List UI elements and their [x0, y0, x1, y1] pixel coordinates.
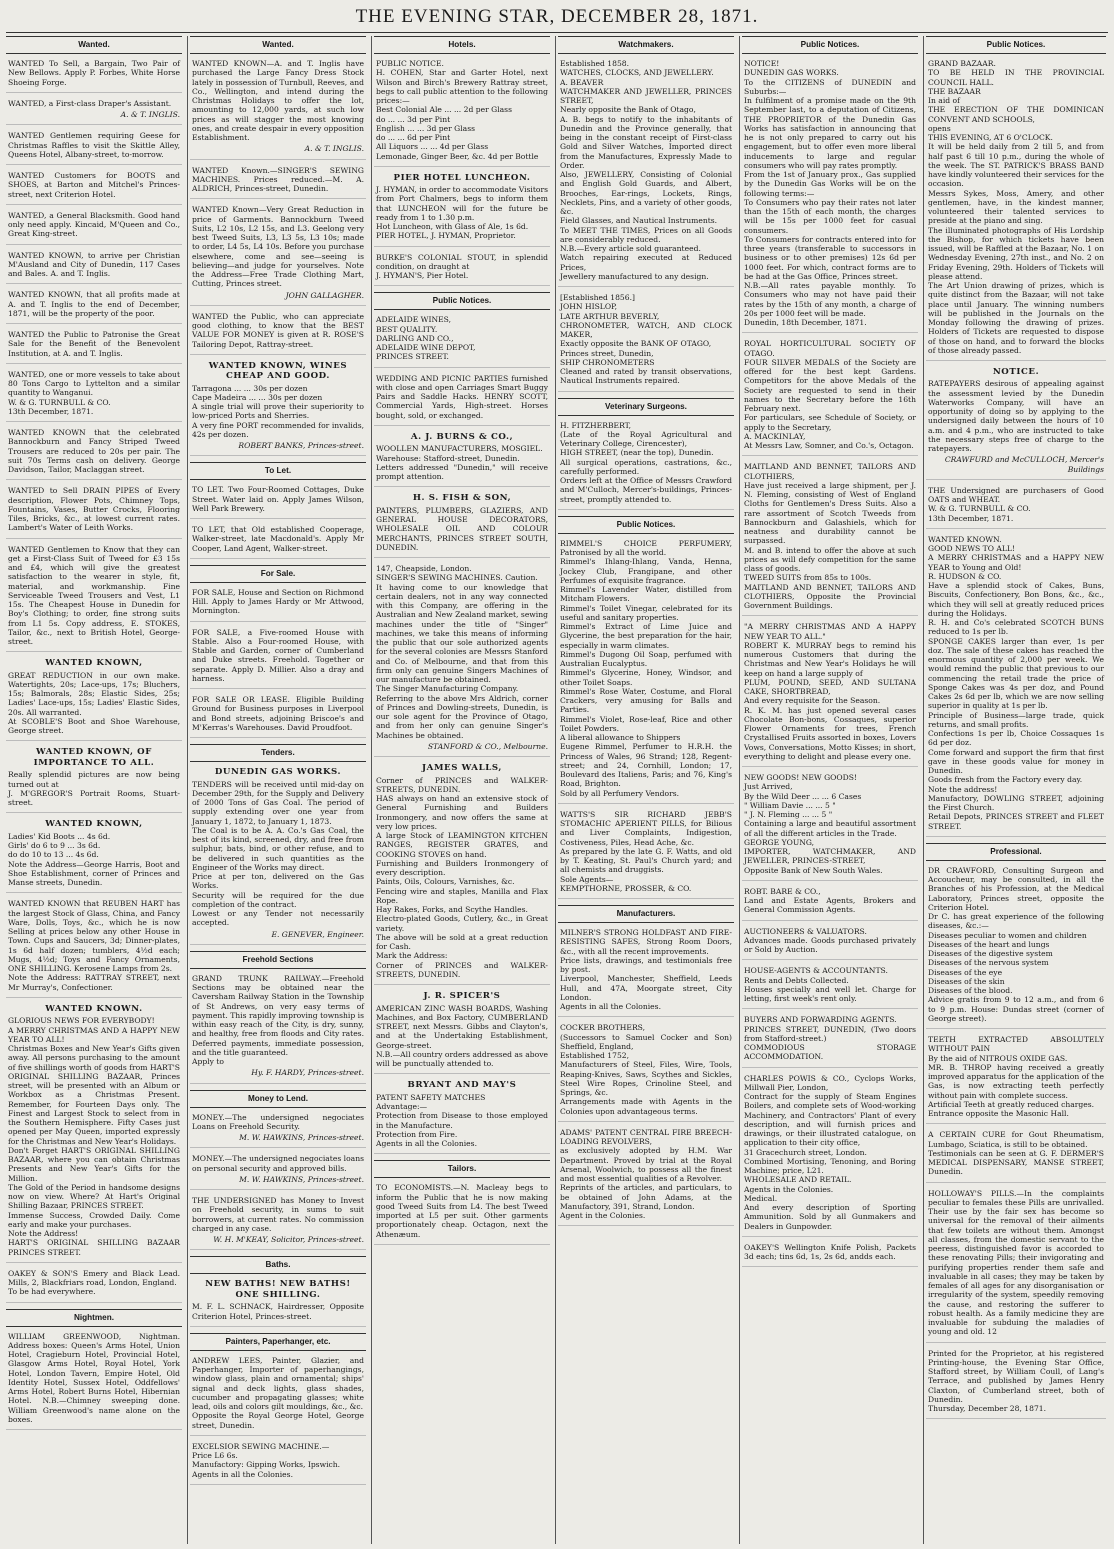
- advertisement: [6, 171, 182, 205]
- ad-text: 147, Cheapside, London. SINGER'S SEWING MACHINES. Caution. It having come to our knowledge that certain dealers, not in any way connected with this Company, are offering in the Australian and New Zealand market, sewing machines under the title of "Singer" machines, we take this means of informing the public that our sole authorized agents for the several colonies are Messrs Stanford and Co. of Melbourne, and that from this firm only can genuine Singers Machines of our manufacture be obtained. The Singer Manufacturing Company. Referring to the above Mrs Aldrich, corner of Princes and Dowling-streets, Dunedin, is our sole agent for the Province of Otago, and from her only can genuine Singer's Machines be obtained.: [376, 564, 548, 740]
- column-divider: [371, 36, 372, 1544]
- advertisement: [926, 535, 1106, 837]
- advertisement: [374, 253, 550, 287]
- ad-signature: JOHN GALLAGHER.: [285, 290, 364, 300]
- advertisement: [558, 539, 734, 804]
- ad-signature: ROBERT BANKS, Princes-street.: [238, 441, 364, 451]
- ad-text: GLORIOUS NEWS FOR EVERYBODY! A MERRY CHRISTMAS AND A HAPPY NEW YEAR TO ALL! Christmas Boxes and New Year's Gifts given away. All persons purchasing to the amount of five shillings worth of goods from HART'S ORIGINAL SHILLING BAZAAR, Princes street, will be presented with an Album or Workbox as a Christmas Present. Remember, for Fourteen Days only. The Finest and Largest Stock to select from in the Southern Hemisphere. Fifty Cases just opened per May Queen, imported expressly for the Christmas and New Year's Holidays. Don't Forget HART'S ORIGINAL SHILLING BAZAAR, where you can obtain Christmas Presents and New Year's Gifts for the Million. The Gold of the Period in handsome designs now on view. Where? At Hart's Original Shilling Bazaar, PRINCES STREET. Immense Success, Crowded Daily. Come early and make your purchases. Note the Address! HART'S ORIGINAL SHILLING BAZAAR PRINCES STREET.: [8, 1016, 180, 1257]
- advertisement: [374, 59, 550, 167]
- ad-text: AUCTIONEERS & VALUATORS. Advances made. Goods purchased privately or Sold by Auction.: [744, 926, 916, 954]
- ad-text: MONEY.—The undersigned negociates Loans on Freehold Security.: [192, 1112, 364, 1131]
- advertisement: [190, 205, 366, 306]
- ad-text: WANTED Gentlemen requiring Geese for Christmas Raffles to visit the Skittle Alley, Queens Hotel, Albany-street, to-morrow.: [8, 131, 180, 159]
- advertisement: [374, 432, 550, 487]
- ad-heading: J. R. SPICER'S: [423, 991, 501, 1002]
- advertisement: [926, 1349, 1106, 1420]
- column-6: [926, 36, 1106, 1544]
- ad-text: WATTS'S SIR RICHARD JEBB'S STOMACHIC APERIENT PILLS, for Bilious and Liver Complaints, Indigestion, Costiveness, Piles, Head Ache, &c. As prepared by the late G. F. Watts, and old by T. Keating, St. Paul's Church yard; and all chemists and druggists. Sole Agents— KEMPTHORNE, PROSSER, & CO.: [560, 809, 732, 893]
- advertisement: [190, 485, 366, 519]
- ad-text: Ladies' Kid Boots ... 4s 6d. Girls' do 6 to 9 ... 3s 6d. do do 10 to 13 ... 4s 6d. Note the Address—George Harris, Boot and Shoe Establishment, corner of Princes and Manse streets, Dunedin.: [8, 831, 180, 888]
- section-header: Freehold Sections: [190, 951, 366, 969]
- ad-text: WANTED KNOWN. GOOD NEWS TO ALL! A MERRY CHRISTMAS and a HAPPY NEW YEAR to Young and Old! R. HUDSON & CO. Have a splendid stock of Cakes, Buns, Biscuits, Confectionery, Bon Bons, &c., &c., which they will sell at greatly reduced prices during the Holidays. R. H. and Co's celebrated SCOTCH BUNS reduced to 1s per lb. SPONGE CAKES larger than ever, 1s per doz. The sale of these cakes has reached the enormous quantity of 2,000 per week. We would remind the public that previous to our commencing the retail trade the price of Sponge Cakes was 4s per doz, and Pound Cakes 2s 6d per lb, which we are now selling superior in quality at 1s per lb. Principle of Business—large trade, quick returns, and small profits. Confections 1s per lb, Choice Cossaques 1s 6d per doz. Come forward and support the firm that first gave in these goods value for money in Dunedin. Goods fresh from the Factory every day. Note the address! Manufactory, DOWLING STREET, adjoining the First Church. Retail Depots, PRINCES STREET and FLEET STREET.: [928, 534, 1104, 831]
- ad-text: WANTED to Sell DRAIN PIPES of Every description, Flower Pots, Chimney Tops, Fountains, Vases, Butter Crocks, Flooring Tiles, Bricks, &c., at lowest current rates. Lambert's Water of Leith Works.: [8, 486, 180, 533]
- ad-text: AMERICAN ZINC WASH BOARDS, Washing Machines, and Box Factory, CUMBERLAND STREET, next Messrs. Gibbs and Clayton's, and at the Undertaking Establishment, George-street. N.B.—All country orders addressed as above will be punctually attended to.: [376, 1003, 548, 1069]
- column-divider: [187, 36, 188, 1544]
- ad-text: WANTED the Public, who can appreciate good clothing, to know that the BEST VALUE FOR MONEY is given at R. ROSE'S Tailoring Depot, Rattray-street.: [192, 311, 364, 349]
- section-header: Public Notices.: [374, 292, 550, 310]
- column-2: [190, 36, 366, 1544]
- advertisement: [190, 1356, 366, 1436]
- column-3: [374, 36, 550, 1544]
- advertisement: [6, 1332, 182, 1431]
- advertisement: [742, 887, 918, 921]
- section-header: Tenders.: [190, 744, 366, 762]
- advertisement: [190, 767, 366, 945]
- ad-text: WILLIAM GREENWOOD, Nightman. Address boxes: Queen's Arms Hotel, Union Hotel, Cragieburn Hotel, Provincial Hotel, Glasgow Arms Hotel, Royal Hotel, York Hotel, London Tavern, Empire Hotel, Old Identity Hotel, Sussex Hotel, Oddfellows' Arms Hotel, Robert Burns Hotel, Hibernian Hotel. N.B.—Chimney sweeping done. William Greenwood's name alone on the boxes.: [8, 1331, 180, 1424]
- ad-text: GREAT REDUCTION in our own make. Watertights, 20s; Lace-ups, 17s; Bluchers, 15s; Balmorals, 28s; Elastic Sides, 25s; Ladies' Lace-ups, 15s; Ladies' Elastic Sides, 20s. All warranted. At SCOBLE'S Boot and Shoe Warehouse, George street.: [8, 670, 180, 736]
- ad-text: WANTED Gentlemen to Know that they can get a First-Class Suit of Tweed for £3 15s and £4, which will give the greatest satisfaction to the wearer in style, fit, material, and workmanship. Fine Serviceable Tweed Trousers and Vest, L1 15s. The Cheapest House in Dunedin for Boy's Clothing; to order, fine strong suits from L1 5s. Copy address, E. STOKES, Tailor, &c., next to British Hotel, George-street.: [8, 544, 180, 646]
- ad-text: EXCELSIOR SEWING MACHINE.— Price L6 6s. Manufactory: Gipping Works, Ipswich. Agents in all the Colonies.: [192, 1441, 341, 1479]
- ad-text: WANTED, a General Blacksmith. Good hand only need apply. Kincaid, M'Queen and Co., Great King-street.: [8, 210, 180, 239]
- advertisement: [926, 59, 1106, 361]
- ad-heading: WANTED KNOWN,: [45, 819, 143, 830]
- advertisement: [6, 1004, 182, 1263]
- ad-signature: Hy. F. HARDY, Princes-street.: [251, 1068, 364, 1078]
- advertisement: [558, 810, 734, 899]
- ad-text: MONEY.—The undersigned negociates loans on personal security and approved bills.: [192, 1154, 364, 1173]
- ad-text: NEW GOODS! NEW GOODS! Just Arrived, By the Wild Deer ... ... 6 Cases " William Davie ... ... 5 " " J. N. Fleming ... ... 5 " Containing a large and beautiful assortment of all the different articles in the Trade. GEORGE YOUNG, IMPORTER, WATCHMAKER, AND JEWELLER, PRINCES-STREET, Opposite Bank of New South Wales.: [744, 773, 916, 875]
- advertisement: [558, 293, 734, 392]
- section-header: Professional.: [926, 843, 1106, 861]
- advertisement: [6, 370, 182, 422]
- advertisement: [374, 1080, 550, 1154]
- advertisement: [6, 658, 182, 741]
- ad-text: TO ECONOMISTS.—N. Macleay begs to inform the Public that he is now making good Tweed Suits from L4. The best Tweed imported at L5 per suit. Other garments proportionately cheap. Octagon, next the Athenæum.: [376, 1183, 548, 1239]
- advertisement: [190, 1196, 366, 1250]
- ad-text: GRAND TRUNK RAILWAY.—Freehold Sections may be obtained near the Caversham Railway Station in the Township of St Andrews, on very easy terms of payment. This rapidly improving township is within easy reach of the City, is dry, sunny, and healthy, free from floods and City rates. Deferred payments, immediate possession, and the title guaranteed. Apply to: [192, 973, 364, 1067]
- ad-signature: A. & T. INGLIS.: [120, 110, 180, 119]
- ad-text: NOTICE! DUNEDIN GAS WORKS. To the CITIZENS of DUNEDIN and Suburbs:— In fulfilment of a promise made on the 9th September last, to a deputation of Citizens, THE PROPRIETOR of the Dunedin Gas Works has satisfaction in announcing that he is not only prepared to carry out his engagement, but to offer even more liberal inducements to large and regular consumers who will pay rates promptly. From the 1st of January prox., Gas supplied by the Dunedin Gas Works will be on the following terms:— To Consumers who pay their rates not later than the 15th of each month, the charges will be 15s per 1000 feet for casual consumers. To Consumers for contracts entered into for three years (transferable to successors in business or to other premises) 12s 6d per 1000 feet. For which, contract forms are to be had at the Gas Office, Princes street. N.B.—All rates payable monthly. To Consumers who may not have paid their rates by the 15th of any month, a charge of 20s per 1000 feet will be made. Dunedin, 18th December, 1871.: [744, 59, 916, 327]
- advertisement: [558, 421, 734, 510]
- ad-signature: M. W. HAWKINS, Princes-street.: [239, 1174, 364, 1184]
- section-header: Painters, Paperhanger, etc.: [190, 1333, 366, 1351]
- ad-signature: CRAWFURD and McCULLOCH, Mercer's Buildings: [944, 455, 1104, 474]
- advertisement: [6, 59, 182, 93]
- advertisement: [742, 462, 918, 616]
- column-divider: [555, 36, 556, 1544]
- section-header: Public Notices.: [926, 36, 1106, 54]
- ad-text: DR CRAWFORD, Consulting Surgeon and Accoucheur, may be consulted, in all the Branches of his Profession, at the Medical Laboratory, Princes street, opposite the Criterion Hotel. Dr C. has great experience of the following diseases, &c.:— Diseases peculiar to women and children Diseases of the heart and lungs Diseases of the digestive system Diseases of the nervous system Diseases of the eye Diseases of the skin Diseases of the blood. Advice gratis from 9 to 12 a.m., and from 6 to 9 p.m. House: Dundas street (corner of George street).: [928, 865, 1104, 1023]
- ad-text: WANTED the Public to Patronise the Great Sale for the Benefit of the Benevolent Institution, at A. and T. Inglis.: [8, 330, 180, 358]
- advertisement: [6, 211, 182, 245]
- advertisement: [374, 315, 550, 367]
- column-5: [742, 36, 918, 1544]
- advertisement: [6, 545, 182, 653]
- ad-signature: A. & T. INGLIS.: [304, 144, 364, 154]
- ad-text: THE UNDERSIGNED has Money to Invest on Freehold security, in sums to suit borrowers, at current rates. No commission charged in any case.: [192, 1196, 364, 1233]
- ad-heading: WANTED KNOWN.: [45, 1003, 143, 1014]
- ad-text: [Established 1856.] JOHN HISLOP, LATE ARTHUR BEVERLY, CHRONOMETER, WATCH, AND CLOCK MAKER, Exactly opposite the BANK OF OTAGO, Princes street, Dunedin, SHIP CHRONOMETERS Cleaned and rated by transit observations, Nautical Instruments repaired.: [560, 293, 732, 386]
- advertisement: [926, 1035, 1106, 1124]
- section-header: Baths.: [190, 1256, 366, 1274]
- ad-text: WOOLLEN MANUFACTURERS, MOSGIEL. Warehouse: Stafford-street, Dunedin. Letters addressed "Dunedin," will receive prompt attention.: [376, 444, 548, 482]
- ad-text: WANTED, one or more vessels to take about 80 Tons Cargo to Lyttelton and a similar quantity to Wanganui. W. & G. TURNBULL & CO. 13th December, 1871.: [8, 369, 180, 416]
- ad-text: FOR SALE, House and Section on Richmond Hill. Apply to James Hardy or Mr Attwood, Mornington.: [192, 587, 364, 616]
- advertisement: [190, 1279, 366, 1326]
- section-header: Money to Lend.: [190, 1090, 366, 1108]
- advertisement: [190, 361, 366, 457]
- advertisement: [926, 486, 1106, 529]
- ad-text: HOLLOWAY'S PILLS.—In the complaints peculiar to females these Pills are unrivalled. Their use by the fair sex has become so universal for the removal of their ailments that few toilets are without them. Amongst all classes, from the domestic servant to the peeress, distinguished favor is accorded to these renovating Pills; their invigorating and purifying properties render them safe and invaluable in all cases; they may be taken by females of all ages for any disorganisation or irregularity of the system, speedily removing the cause, and restoring the sufferer to robust health. As a family medicine they are invaluable for subduing the maladies of young and old. 12: [928, 1188, 1104, 1337]
- ad-text: ROYAL HORTICULTURAL SOCIETY OF OTAGO. FOUR SILVER MEDALS of the Society are offered for the best kept Gardens. Competitors for the above Medals of the Society are requested to send in their names to the Secretary before the 16th February next. For particulars, see Schedule of Society, or apply to the Secretary, A. MACKINLAY, At Messrs Law, Somner, and Co.'s, Octagon.: [744, 339, 916, 450]
- advertisement: [190, 1154, 366, 1190]
- advertisement: [6, 899, 182, 998]
- column-4: [558, 36, 734, 1544]
- ad-text: TO LET, that Old established Cooperage, Walker-street, late Macdonald's. Apply Mr Cooper, Land Agent, Walker-street.: [192, 525, 364, 553]
- advertisement: [190, 588, 366, 622]
- ad-text: FOR SALE OR LEASE. Eligible Building Ground for Business purposes in Liverpool and Bond streets, adjoining Briscoe's and M'Kerras's Warehouses. David Proudfoot.: [192, 695, 364, 732]
- ad-text: TEETH EXTRACTED ABSOLUTELY WITHOUT PAIN By the aid of NITROUS OXIDE GAS. MR. B. THROP having received a greatly improved apparatus for the application of the Gas, is now extracting teeth perfectly without pain with complete success. Artificial Teeth at greatly reduced charges. Entrance opposite the Masonic Hall.: [928, 1035, 1104, 1119]
- column-1: [6, 36, 182, 1544]
- ad-text: WANTED Known—Very Great Reduction in price of Garments. Bannockburn Tweed Suits, L2 10s, L2 15s, and L3. Geelong very best Tweed Suits, L3, L3 5s, L3 10s; made to order, L4 5s, L4 10s. Before you purchase elsewhere, come and see—seeing is believing—and judge for yourselves. Note the Address—Free Trade Clothing Mart, Cutting, Princes street.: [192, 205, 364, 289]
- advertisement: [742, 59, 918, 333]
- advertisement: [6, 99, 182, 126]
- advertisement: [190, 525, 366, 559]
- advertisement: [374, 564, 550, 757]
- section-header: Public Notices.: [742, 36, 918, 54]
- section-header: To Let.: [190, 462, 366, 480]
- advertisement: [926, 367, 1106, 480]
- ad-text: Established 1858. WATCHES, CLOCKS, AND JEWELLERY. A. BEAVER WATCHMAKER AND JEWELLER, PRINCES STREET, Nearly opposite the Bank of Otago, A. B. begs to notify to the inhabitants of Dunedin and the Province generally, that being in the constant receipt of First-class Gold and Silver Watches, Imported direct from the Manufactures, Expressly Made to Order. Also, JEWELLERY, Consisting of Colonial and English Gold Guards, and Albert, Brooches, Ear-rings, Lockets, Rings, Necklets, Pins, and a variety of other goods, &c. Field Glasses, and Nautical Instruments. To MEET THE TIMES, Prices on all Goods are considerably reduced. N.B.—Every article sold guaranteed. Watch repairing executed at Reduced Prices, Jewellery manufactured to any design.: [560, 59, 732, 281]
- advertisement: [742, 1015, 918, 1067]
- ad-text: H. FITZHERBERT, (Late of the Royal Agricultural and Veterinary College, Cirencester), HIGH STREET, (near the top), Dunedin. All surgical operations, castrations, &c., carefully performed. Orders left at the Office of Messrs Crawford and M'Culloch, Mercer's-buildings, Princes-street, promptly attended to.: [560, 420, 732, 504]
- ad-text: TO LET. Two Four-Roomed Cottages, Duke Street. Water laid on. Apply James Wilson, Well Park Brewery.: [192, 485, 364, 513]
- advertisement: [374, 763, 550, 985]
- ad-text: OAKEY'S Wellington Knife Polish, Packets 3d each; tins 6d, 1s, 2s 6d, andds each.: [744, 1242, 916, 1261]
- masthead-rule: [6, 32, 1108, 33]
- ad-signature: M. W. HAWKINS, Princes-street.: [239, 1133, 364, 1143]
- ad-text: GRAND BAZAAR. TO BE HELD IN THE PROVINCIAL COUNCIL HALL. THE BAZAAR In aid of THE ERECTION OF THE DOMINICAN CONVENT AND SCHOOLS, opens THIS EVENING, AT 6 O'CLOCK. It will be held daily from 2 till 5, and from half past 6 till 10 p.m., during the whole of the week. The ST. PATRICK'S BRASS BAND have kindly volunteered their services for the occasion. Messrs Sykes, Moss, Amery, and other gentlemen, have, in the kindest manner, volunteered their talented services to preside at the piano and sing. The illuminated photographs of His Lordship the Bishop, for which tickets have been issued, will be Raffled at the Bazaar, No. 1 on Wednesday Evening, 27th inst., and No. 2 on Friday Evening, 29th. Holders of Tickets will please attend. The Art Union drawing of prizes, which is quite distinct from the Bazaar, will not take place until January. The winning numbers will be published in the Journals on the Monday following the drawing of prizes. Holders of Tickets are requested to dispose of those on hand, and to forward the blocks of those already passed.: [928, 59, 1104, 355]
- advertisement: [742, 339, 918, 456]
- advertisement: [374, 374, 550, 426]
- ad-heading: PIER HOTEL LUNCHEON.: [393, 172, 531, 183]
- ad-text: WANTED To Sell, a Bargain, Two Pair of New Bellows. Apply P. Forbes, White Horse Shoeing Forge.: [8, 59, 180, 87]
- ad-heading: WANTED KNOWN,: [45, 658, 143, 669]
- ad-text: A CERTAIN CURE for Gout Rheumatism, Lumbago, Sciatica, is still to be obtained. Testimonials can be seen at G. F. DERMER'S MEDICAL DISPENSARY, MANSE STREET, Dunedin.: [928, 1130, 1104, 1177]
- advertisement: [6, 131, 182, 165]
- section-header: Tailors.: [374, 1160, 550, 1178]
- ad-text: RIMMEL'S CHOICE PERFUMERY, Patronised by all the world. Rimmel's Ihlang-Ihlang, Vanda, Henna, Jockey Club, Frangipane, and other Perfumes of exquisite fragrance. Rimmel's Lavender Water, distilled from Mitcham Flowers. Rimmel's Toilet Vinegar, celebrated for its useful and sanitary properties. Rimmel's Extract of Lime Juice and Glycerine, the best preparation for the hair, especially in warm climates. Rimmel's Dugong Oil Soap, perfumed with Australian Eucalyptus. Rimmel's Glycerine, Honey, Windsor, and other Toilet Soaps. Rimmel's Rose Water, Costume, and Floral Crackers, very amusing for Balls and Parties. Rimmel's Violet, Rose-leaf, Rice and other Toilet Powders. A liberal allowance to Shippers Eugene Rimmel, Perfumer to H.R.H. the Princess of Wales, 96 Strand; 128, Regent-street; and 24, Cornhill, London; 17, Boulevard des Italiens, Paris; and 76, King's Road, Brighton. Sold by all Perfumery Vendors.: [560, 538, 732, 798]
- advertisement: [742, 927, 918, 961]
- advertisement: [926, 1130, 1106, 1182]
- section-header: Hotels.: [374, 36, 550, 54]
- advertisement: [558, 928, 734, 1017]
- advertisement: [374, 493, 550, 558]
- advertisement: [558, 1023, 734, 1122]
- advertisement: [6, 330, 182, 364]
- ad-text: WANTED, a First-class Draper's Assistant.: [8, 98, 172, 108]
- ad-text: BUYERS AND FORWARDING AGENTS. PRINCES STREET, DUNEDIN, (Two doors from Stafford-street.) COMMODIOUS STORAGE ACCOMMODATION.: [744, 1015, 916, 1062]
- advertisement: [190, 1113, 366, 1149]
- ad-text: WANTED KNOWN—A. and T. Inglis have purchased the Large Fancy Dress Stock lately in possession of Turnbull, Reeves, and Co., Wellington, and intend during the Christmas Holidays to offer the lot, amounting to 12,000 yards, at such low prices as will stagger the most knowing ones, and create despair in every opposition Establishment.: [192, 59, 364, 142]
- ad-heading: WANTED KNOWN, WINES CHEAP AND GOOD.: [208, 360, 348, 382]
- ad-text: THE Undersigned are purchasers of Good OATS and WHEAT. W. & G. TURNBULL & CO. 13th December, 1871.: [928, 485, 1104, 523]
- ad-text: CHARLES POWIS & CO., Cyclops Works, Millwall Pier, London, Contract for the supply of Steam Engines Boilers, and complete sets of Wood-working Machinery, and Contractors' Plant of every description, and will furnish prices and drawings, or their illustrated catalogue, on application to their city office, 31 Gracechurch street, London. Combined Mortising, Tenoning, and Boring Machine; price, L21. WHOLESALE AND RETAIL. Agents in the Colonies. Medical. And every description of Sporting Ammunition. Sold by all Gunmakers and Dealers in Gunpowder.: [744, 1073, 916, 1231]
- section-header: Manufacturers.: [558, 905, 734, 923]
- advertisement: [6, 486, 182, 538]
- advertisement: [926, 866, 1106, 1029]
- section-header: Watchmakers.: [558, 36, 734, 54]
- ad-text: PUBLIC NOTICE. H. COHEN, Star and Garter Hotel, next Wilson and Birch's Brewery Rattray street, begs to call public attention to the following prices:— Best Colonial Ale ... ... 2d per Glass do ... ... 3d per Pint English ... ... 3d per Glass do ... ... 6d per Pint All Liquors ... ... 4d per Glass Lemonade, Ginger Beer, &c. 4d per Bottle: [376, 59, 548, 161]
- advertisement: [6, 290, 182, 324]
- section-header: Wanted.: [6, 36, 182, 54]
- advertisement: [374, 991, 550, 1074]
- ad-text: COCKER BROTHERS, (Successors to Samuel Cocker and Son) Sheffield, England, Established 1752, Manufacturers of Steel, Files, Wire, Tools, Reaping-Knives, Saws, Scythes and Sickles, Steel Wire Ropes, Crinoline Steel, and Springs, &c. Arrangements made with Agents in the Colonies upon advantageous terms.: [560, 1023, 732, 1116]
- advertisement: [374, 173, 550, 247]
- advertisement: [742, 1243, 918, 1268]
- ad-signature: STANFORD & CO., Melbourne.: [427, 741, 548, 751]
- advertisement: [6, 428, 182, 480]
- ad-text: FOR SALE, a Five-roomed House with Stable. Also a Four-roomed House, with Stable and Garden, corner of Cumberland and Duke streets. Freehold. Together or separate. Apply D. Millier. Also a dray and harness.: [192, 627, 364, 683]
- ad-text: WEDDING AND PICNIC PARTIES furnished with close and open Carriages Smart Buggy Pairs and Saddle Hacks. HENRY SCOTT, Commercial Yards, High-street. Horses bought, sold, or exchanged.: [376, 373, 548, 420]
- advertisement: [742, 622, 918, 767]
- ad-text: Corner of PRINCES and WALKER-STREETS, DUNEDIN. HAS always on hand an extensive stock of General Furnishing and Builders Ironmongery, and now offers the same at very low prices. A large Stock of LEAMINGTON KITCHEN RANGES, REGISTER GRATES, and COOKING STOVES on hand. Furnishing and Builders Ironmongery of every description. Paints, Oils, Colours, Varnishes, &c. Fencing wire and staples, Manilla and Flax Rope. Hay Rakes, Forks, and Scythe Handles. Electro-plated Goods, Cutlery, &c., in Great variety. The above will be sold at a great reduction for Cash. Mark the Address: Corner of PRINCES and WALKER-STREETS, DUNEDIN.: [376, 775, 548, 979]
- ad-text: PATENT SAFETY MATCHES Advantage:— Protection from Disease to those employed in the Manufacture. Protection from Fire. Agents in all the Colonies.: [376, 1092, 548, 1149]
- ad-text: ROBT. BARE & CO., Land and Estate Agents, Brokers and General Commission Agents.: [744, 886, 916, 915]
- ad-text: J. HYMAN, in order to accommodate Visitors from Port Chalmers, begs to inform them that LUNCHEON will for the future be ready from 1 to 1.30 p.m. Hot Luncheon, with Glass of Ale, 1s 6d. PIER HOTEL, J. HYMAN, Proprietor.: [376, 185, 548, 241]
- advertisement: [742, 1074, 918, 1237]
- section-header: Veterinary Surgeons.: [558, 398, 734, 416]
- ad-text: BURKE'S COLONIAL STOUT, in splendid condition, on draught at J. HYMAN'S, Pier Hotel.: [376, 252, 548, 281]
- advertisement: [6, 819, 182, 893]
- ad-text: Tarragona ... ... 30s per dozen Cape Madeira ... ... 30s per dozen A single trial will prove their superiority to low-priced Ports and Sherries. A very fine PORT recommended for invalids, 42s per dozen.: [192, 383, 364, 439]
- advertisement: [742, 773, 918, 881]
- ad-signature: E. GENEVER, Engineer.: [271, 929, 364, 939]
- ad-text: MAITLAND AND BENNET, TAILORS AND CLOTHIERS, Have just received a large shipment, per J. N. Fleming, consisting of West of England Cloths for Gentlemen's Dress Suits. Also a rare assortment of Scotch Tweeds from Bannockburn and Galashiels, which for neatness and durability cannot be surpassed. M. and B. intend to offer the above at such prices as will defy competition for the same class of goods. TWEED SUITS from 85s to 100s. MAITLAND AND BENNET, TAILORS AND CLOTHIERS, Opposite the Provincial Government Buildings.: [744, 462, 916, 610]
- ad-text: ADAMS' PATENT CENTRAL FIRE BREECH-LOADING REVOLVERS, as exclusively adopted by H.M. War Department. Proved by trial at the Royal Arsenal, Woolwich, to possess all the finest and most essential qualities of a Revolver. Reprints of the articles, and particulars, to be obtained of John Adams, at the Manufactory, 391, Strand, London. Agent in the Colonies.: [560, 1127, 732, 1220]
- ad-text: WANTED Known.—SINGER'S SEWING MACHINES. Prices reduced.—M. A. ALDRICH, Princes-street, Dunedin.: [192, 165, 364, 193]
- advertisement: [6, 747, 182, 813]
- ad-text: "A MERRY CHRISTMAS AND A HAPPY NEW YEAR TO ALL." ROBERT K. MURRAY begs to remind his numerous Customers that during the Christmas and New Year's Holidays he will keep on hand a large supply of PLUM, POUND, SEED, AND SULTANA CAKE, SHORTBREAD, And every requisite for the Season. R. K. M. has just opened several cases Chocolate Bon-bons, Cossaques, superior Flower Ornaments for trees, French Crystallised Fruits assorted in boxes, Lovers Vows, Conversations, Motto Kisses; in short, everything to delight and please every one.: [744, 622, 916, 761]
- advertisement: [190, 628, 366, 690]
- advertisement: [190, 695, 366, 738]
- column-divider: [923, 36, 924, 1544]
- advertisement: [742, 966, 918, 1009]
- ad-signature: W. H. M'KEAY, Solicitor, Princes-street.: [213, 1235, 364, 1245]
- ad-text: Really splendid pictures are now being turned out at J. M'GREGOR'S Portrait Rooms, Stuart-street.: [8, 770, 180, 808]
- advertisement: [558, 1128, 734, 1227]
- advertisement: [558, 59, 734, 287]
- ad-text: WANTED KNOWN that REUBEN HART has the largest Stock of Glass, China, and Fancy Ware, Dolls, Toys, &c., which he is now Selling at prices below any other House in Town. Cups and Saucers, 3d; Dinner-plates, 1s 6d half dozen; tumblers, 4½d each; Mugs, 4½d; Toys and Fancy Ornaments, ONE SHILLING. Kerosene Lamps from 2s. Note the Address: RATTRAY STREET, next Mr Murray's, Confectioner.: [8, 899, 180, 992]
- ad-text: HOUSE-AGENTS & ACCOUNTANTS. Rents and Debts Collected. Houses specially and well let. Charge for letting, first week's rent only.: [744, 966, 916, 1003]
- section-header: Public Notices.: [558, 516, 734, 534]
- advertisement: [190, 166, 366, 200]
- ad-heading: WANTED KNOWN, OF IMPORTANCE TO ALL.: [33, 747, 155, 768]
- ad-text: M. F. L. SCHNACK, Hairdresser, Opposite Criterion Hotel, Princes-street.: [192, 1302, 364, 1321]
- ad-text: Printed for the Proprietor, at his registered Printing-house, the Evening Star Office, Stafford street, by William Coull, of Lang's Terrace, and published by James Henry Claxton, of Cumberland street, both of Dunedin. Thursday, December 28, 1871.: [928, 1348, 1104, 1414]
- masthead: THE EVENING STAR, DECEMBER 28, 1871.: [355, 6, 759, 27]
- ad-text: MILNER'S STRONG HOLDFAST AND FIRE-RESISTING SAFES, Strong Room Doors, &c., with all the recent improvements. Price lists, drawings, and testimonials free by post. Liverpool, Manchester, Sheffield, Leeds Hull, and 47A, Moorgate street, City London. Agents in all the Colonies.: [560, 928, 732, 1011]
- ad-text: WANTED KNOWN, to arrive per Christian M'Ausland and City of Dunedin, 117 Cases and Bales. A. and T. Inglis.: [8, 250, 180, 278]
- ad-text: ANDREW LEES, Painter, Glazier, and Paperhanger, Importer of paperhangings, window glass, plain and ornamental; ships' signal and deck lights, glass shades, cucumber and propagating glasses; white lead, oils and colors gilt mouldings, &c., &c. Opposite the Royal George Hotel, George street, Dunedin.: [192, 1355, 364, 1430]
- ad-text: RATEPAYERS desirous of appealing against the assessment levied by the Dunedin Waterworks Company, will have an opportunity of doing so by applying to the undersigned daily between the hours of 10 a.m. and 4 p.m., who are instructed to take the necessary steps free of charge to the ratepayers.: [928, 379, 1104, 454]
- ad-heading: JAMES WALLS,: [422, 763, 502, 774]
- ad-heading: DUNEDIN GAS WORKS.: [214, 767, 342, 778]
- ad-text: TENDERS will be received until mid-day on December 29th, for the Supply and Delivery of 2000 Tons of Gas Coal. The period of supply extending over one year from January 1, 1872, to January 1, 1873. The Coal is to be A. A. Co.'s Gas Coal, the best of its kind, screened, dry, and free from sulphur, bats, bind, or other refuse, and to be delivered in such quantities as the Engineer of the Works may direct. Price at per ton, delivered on the Gas Works. Security will be required for the due completion of the contract. Lowest or any Tender not necessarily accepted.: [192, 779, 364, 928]
- ad-heading: BRYANT AND MAY'S: [407, 1080, 517, 1091]
- advertisement: [6, 251, 182, 285]
- ad-heading: NOTICE.: [992, 367, 1040, 377]
- ad-text: WANTED KNOWN, that all profits made at A. and T. Inglis to the end of December, 1871, will be the property of the poor.: [8, 290, 180, 318]
- ad-heading: H. S. FISH & SON,: [412, 493, 512, 504]
- section-header: Nightmen.: [6, 1309, 182, 1327]
- ad-text: WANTED KNOWN that the celebrated Bannockburn and Fancy Striped Tweed Trousers are reduced to 20s per pair. The suit 70s Terms cash on delivery. George Davidson, Tailor, Maclaggan street.: [8, 428, 180, 474]
- column-divider: [739, 36, 740, 1544]
- ad-heading: A. J. BURNS & CO.,: [410, 431, 514, 442]
- ad-text: PAINTERS, PLUMBERS, GLAZIERS, AND GENERAL HOUSE DECORATORS, WHOLESALE OIL AND COLOUR MERCHANTS, PRINCES STREET SOUTH, DUNEDIN.: [376, 505, 548, 552]
- advertisement: [926, 1189, 1106, 1343]
- ad-text: ADELAIDE WINES, BEST QUALITY. DARLING AND CO., ADELAIDE WINE DEPOT, PRINCES STREET.: [376, 315, 476, 362]
- advertisement: [190, 312, 366, 355]
- ad-text: WANTED Customers for BOOTS and SHOES, at Barton and Mitchel's Princes-street, next Criterion Hotel.: [8, 171, 180, 199]
- advertisement: [190, 974, 366, 1084]
- section-header: For Sale.: [190, 565, 366, 583]
- advertisement: [6, 1269, 182, 1303]
- ad-text: OAKEY & SON'S Emery and Black Lead. Mills, 2, Blackfriars road, London, England. To be had everywhere.: [8, 1268, 180, 1297]
- advertisement: [190, 1442, 366, 1485]
- advertisement: [374, 1183, 550, 1245]
- advertisement: [190, 59, 366, 160]
- section-header: Wanted.: [190, 36, 366, 54]
- ad-heading: NEW BATHS! NEW BATHS! ONE SHILLING.: [205, 1279, 351, 1300]
